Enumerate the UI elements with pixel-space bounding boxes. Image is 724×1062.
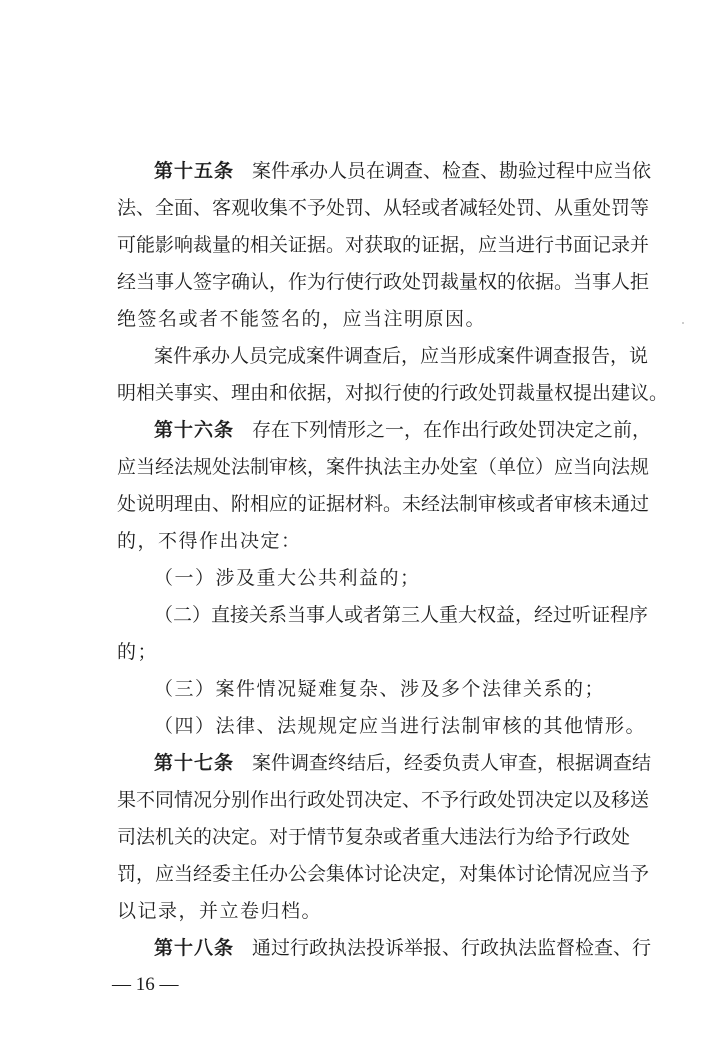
article-17-label: 第十七条 (154, 752, 235, 774)
article-16-line-2: 应当经法规处法制审核，案件执法主办处室（单位）应当向法规 (117, 456, 650, 478)
article-15-para2-line-2: 明相关事实、理由和依据，对拟行使的行政处罚裁量权提出建议。 (117, 382, 669, 404)
article-15-first-line (154, 158, 652, 184)
article-17-line-3: 司法机关的决定。对于情节复杂或者重大违法行为给予行政处 (117, 826, 631, 848)
article-15-para2-line-1: 案件承办人员完成案件调查后，应当形成案件调查报告，说 (154, 345, 649, 367)
article-15-line-3: 可能影响裁量的相关证据。对获取的证据，应当进行书面记录并 (117, 234, 650, 256)
article-16-label: 第十六条 (154, 419, 235, 441)
article-18-first-line (154, 935, 652, 961)
article-16-item-3: （三）案件情况疑难复杂、涉及多个法律关系的； (154, 678, 606, 700)
article-16-line-4: 的，不得作出决定： (117, 530, 302, 552)
scan-speck (682, 322, 684, 324)
article-15-label: 第十五条 (154, 160, 235, 182)
article-17-line-5: 以记录，并立卷归档。 (117, 900, 323, 922)
article-17-first-line (154, 750, 652, 776)
article-17-text: 案件调查终结后，经委负责人审查，根据调查结 (252, 752, 652, 774)
article-16-first-line (154, 417, 652, 443)
article-15-line-4: 经当事人签字确认，作为行使行政处罚裁量权的依据。当事人拒 (117, 271, 650, 293)
article-16-item-4: （四）法律、法规规定应当进行法制审核的其他情形。 (154, 715, 647, 737)
article-15-line-2: 法、全面、客观收集不予处罚、从轻或者减轻处罚、从重处罚等 (117, 197, 650, 219)
page-number: — 16 — (112, 974, 179, 995)
article-17-line-4: 罚，应当经委主任办公会集体讨论决定，对集体讨论情况应当予 (117, 863, 650, 885)
article-16-item-1: （一）涉及重大公共利益的； (154, 567, 421, 589)
article-16-item-2-line-2: 的； (117, 641, 159, 663)
article-18-label: 第十八条 (154, 937, 235, 959)
article-15-line-5: 绝签名或者不能签名的，应当注明原因。 (117, 308, 487, 330)
article-16-item-2-line-1: （二）直接关系当事人或者第三人重大权益，经过听证程序 (154, 604, 649, 626)
article-16-text: 存在下列情形之一，在作出行政处罚决定之前， (252, 419, 652, 441)
article-16-line-3: 处说明理由、附相应的证据材料。未经法制审核或者审核未通过 (117, 493, 650, 515)
article-15-text: 案件承办人员在调查、检查、勘验过程中应当依 (252, 160, 652, 182)
article-18-text: 通过行政执法投诉举报、行政执法监督检查、行 (252, 937, 652, 959)
article-17-line-2: 果不同情况分别作出行政处罚决定、不予行政处罚决定以及移送 (117, 789, 650, 811)
